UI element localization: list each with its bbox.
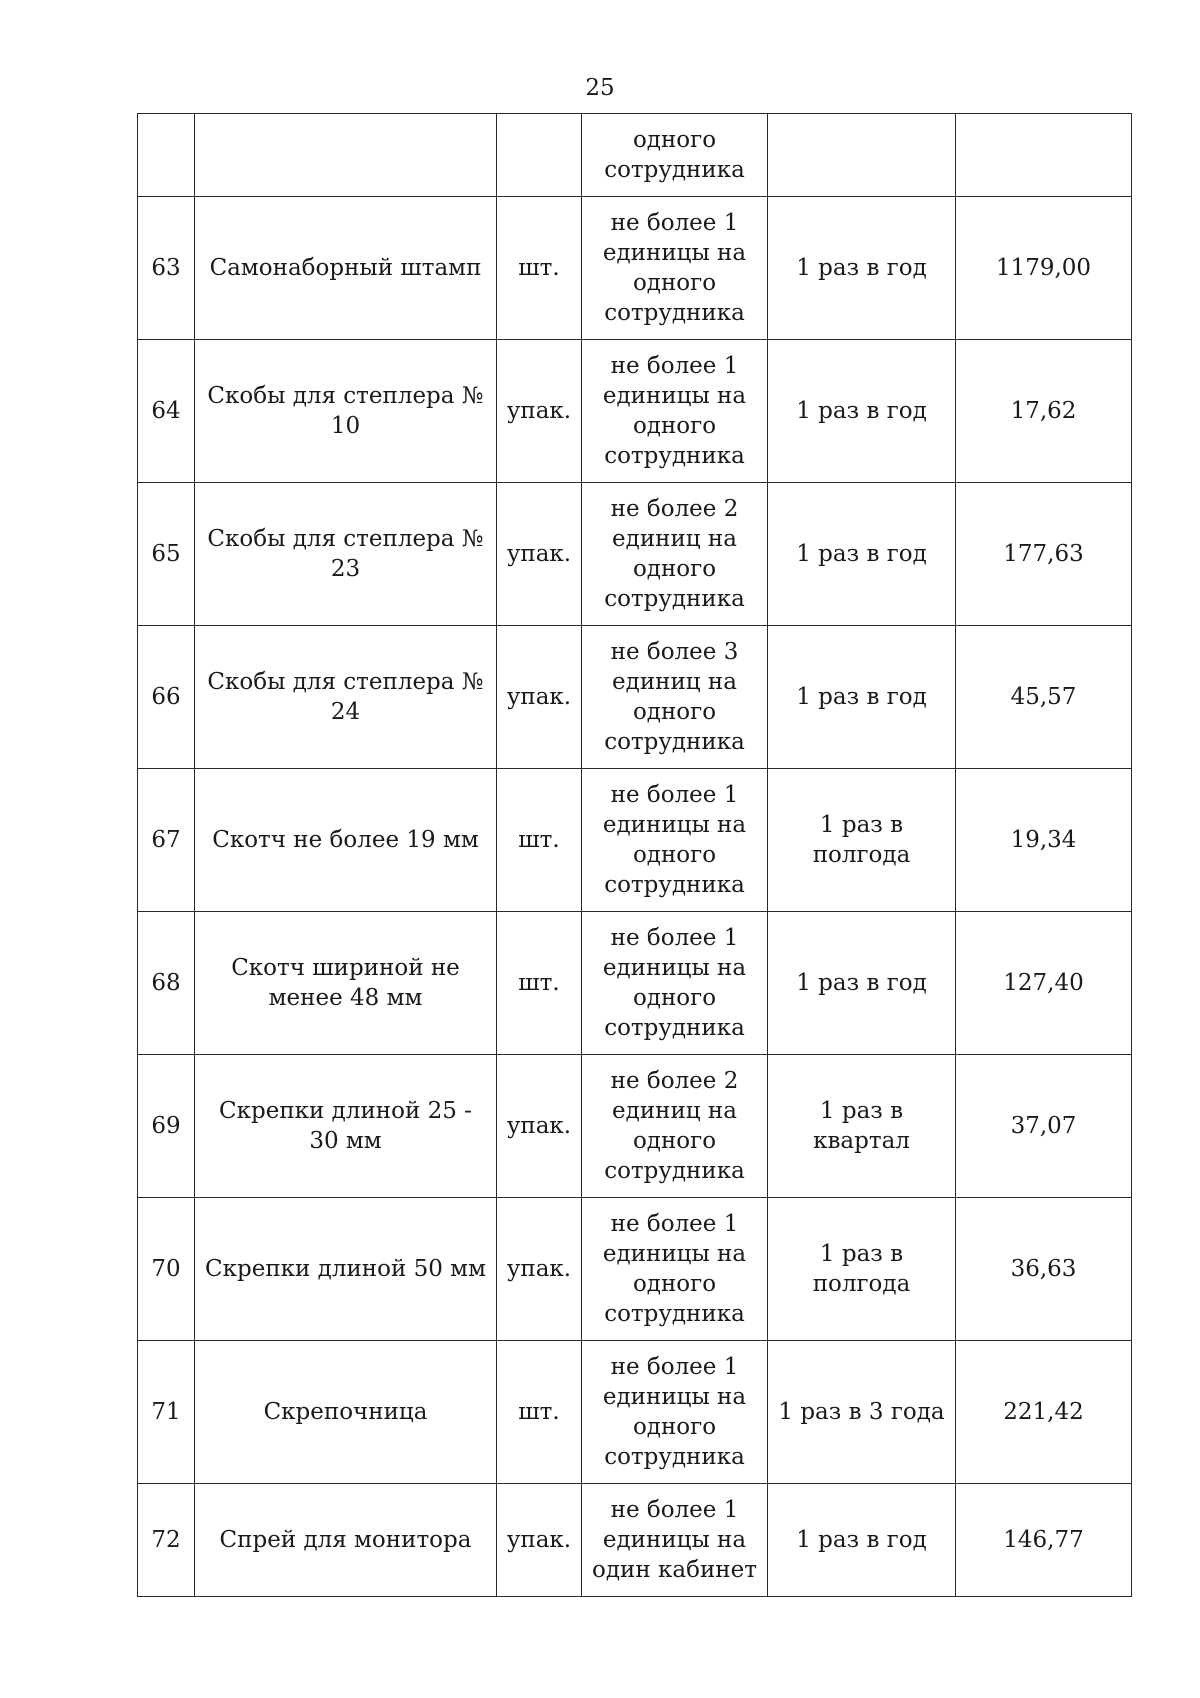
quantity-norm-line: не более 2 xyxy=(610,1068,739,1094)
quantity-norm-line: единиц на xyxy=(612,669,737,695)
item-name-cell: Самонаборный штамп xyxy=(195,197,497,340)
quantity-norm-line: одного xyxy=(632,1414,717,1440)
unit-cell: упак. xyxy=(497,340,582,483)
quantity-norm-line: не более 1 xyxy=(610,353,739,379)
row-number-cell: 70 xyxy=(138,1198,195,1341)
price-cell: 1179,00 xyxy=(956,197,1132,340)
item-name-cell: Скобы для степлера № 24 xyxy=(195,626,497,769)
table-row xyxy=(138,912,1132,1055)
item-name-cell: Скобы для степлера № 23 xyxy=(195,483,497,626)
quantity-norm-cell xyxy=(582,340,768,483)
unit-cell: упак. xyxy=(497,1055,582,1198)
unit-cell: шт. xyxy=(497,197,582,340)
quantity-norm-line: одного xyxy=(632,127,717,153)
row-number-cell: 66 xyxy=(138,626,195,769)
quantity-norm-line: единицы на xyxy=(602,1241,747,1267)
table-row xyxy=(138,626,1132,769)
quantity-norm-line: единицы на xyxy=(602,1527,747,1553)
quantity-norm-line: сотрудника xyxy=(604,586,745,612)
unit-cell: шт. xyxy=(497,912,582,1055)
row-number-cell: 71 xyxy=(138,1341,195,1484)
row-number-cell: 67 xyxy=(138,769,195,912)
quantity-norm-line: сотрудника xyxy=(604,1444,745,1470)
unit-cell: упак. xyxy=(497,483,582,626)
quantity-norm-cell xyxy=(582,1055,768,1198)
unit-cell: шт. xyxy=(497,769,582,912)
item-name-cell: Скобы для степлера № 10 xyxy=(195,340,497,483)
quantity-norm-line: единиц на xyxy=(612,1098,737,1124)
table-row xyxy=(138,1055,1132,1198)
price-cell: 37,07 xyxy=(956,1055,1132,1198)
table-row xyxy=(138,483,1132,626)
quantity-norm-line: сотрудника xyxy=(604,729,745,755)
quantity-norm-line: не более 1 xyxy=(610,1211,739,1237)
frequency-cell: 1 раз в год xyxy=(768,912,956,1055)
quantity-norm-cell xyxy=(582,483,768,626)
quantity-norm-line: единицы на xyxy=(602,812,747,838)
quantity-norm-line: не более 1 xyxy=(610,925,739,951)
frequency-cell: 1 раз в год xyxy=(768,340,956,483)
row-number-cell: 63 xyxy=(138,197,195,340)
quantity-norm-line: единицы на xyxy=(602,240,747,266)
price-cell: 45,57 xyxy=(956,626,1132,769)
row-number-cell: 68 xyxy=(138,912,195,1055)
quantity-norm-line: не более 1 xyxy=(610,210,739,236)
quantity-norm-cell xyxy=(582,912,768,1055)
frequency-cell: 1 раз в полгода xyxy=(768,769,956,912)
unit-cell: упак. xyxy=(497,626,582,769)
quantity-norm-cell xyxy=(582,1341,768,1484)
quantity-norm-line: одного xyxy=(632,1271,717,1297)
frequency-cell: 1 раз в квартал xyxy=(768,1055,956,1198)
unit-cell: упак. xyxy=(497,1484,582,1597)
frequency-cell: 1 раз в 3 года xyxy=(768,1341,956,1484)
quantity-norm-line: единицы на xyxy=(602,955,747,981)
table-row xyxy=(138,1484,1132,1597)
quantity-norm-line: не более 2 xyxy=(610,496,739,522)
price-cell: 177,63 xyxy=(956,483,1132,626)
quantity-norm-line: одного xyxy=(632,556,717,582)
frequency-cell xyxy=(768,114,956,197)
quantity-norm-line: сотрудника xyxy=(604,1015,745,1041)
quantity-norm-line: одного xyxy=(632,270,717,296)
quantity-norm-line: сотрудника xyxy=(604,1158,745,1184)
frequency-cell: 1 раз в год xyxy=(768,483,956,626)
item-name-cell: Скрепочница xyxy=(195,1341,497,1484)
frequency-cell: 1 раз в год xyxy=(768,626,956,769)
quantity-norm-line: единицы на xyxy=(602,383,747,409)
quantity-norm-line: сотрудника xyxy=(604,1301,745,1327)
quantity-norm-line: одного xyxy=(632,985,717,1011)
quantity-norm-line: одного xyxy=(632,699,717,725)
page-number: 25 xyxy=(585,75,615,101)
unit-cell xyxy=(497,114,582,197)
quantity-norm-cell xyxy=(582,1484,768,1597)
table-row xyxy=(138,197,1132,340)
table-row xyxy=(138,1198,1132,1341)
quantity-norm-line: сотрудника xyxy=(604,872,745,898)
item-name-cell: Скотч не более 19 мм xyxy=(195,769,497,912)
item-name-cell: Спрей для монитора xyxy=(195,1484,497,1597)
supplies-table xyxy=(137,113,1132,1597)
price-cell xyxy=(956,114,1132,197)
quantity-norm-line: единиц на xyxy=(612,526,737,552)
quantity-norm-line: сотрудника xyxy=(604,443,745,469)
item-name-cell: Скрепки длиной 50 мм xyxy=(195,1198,497,1341)
quantity-norm-line: сотрудника xyxy=(604,157,745,183)
table-body xyxy=(138,114,1132,1597)
quantity-norm-cell xyxy=(582,769,768,912)
table-row xyxy=(138,769,1132,912)
table-row xyxy=(138,114,1132,197)
quantity-norm-line: не более 1 xyxy=(610,1354,739,1380)
price-cell: 127,40 xyxy=(956,912,1132,1055)
price-cell: 19,34 xyxy=(956,769,1132,912)
quantity-norm-cell xyxy=(582,1198,768,1341)
quantity-norm-cell xyxy=(582,114,768,197)
frequency-cell: 1 раз в полгода xyxy=(768,1198,956,1341)
price-cell: 36,63 xyxy=(956,1198,1132,1341)
quantity-norm-cell xyxy=(582,626,768,769)
row-number-cell: 64 xyxy=(138,340,195,483)
row-number-cell xyxy=(138,114,195,197)
quantity-norm-line: один кабинет xyxy=(592,1557,757,1583)
item-name-cell: Скрепки длиной 25 - 30 мм xyxy=(195,1055,497,1198)
frequency-cell: 1 раз в год xyxy=(768,1484,956,1597)
quantity-norm-line: одного xyxy=(632,413,717,439)
unit-cell: шт. xyxy=(497,1341,582,1484)
price-cell: 221,42 xyxy=(956,1341,1132,1484)
item-name-cell xyxy=(195,114,497,197)
row-number-cell: 69 xyxy=(138,1055,195,1198)
table-row xyxy=(138,1341,1132,1484)
frequency-cell: 1 раз в год xyxy=(768,197,956,340)
quantity-norm-line: не более 1 xyxy=(610,1497,739,1523)
quantity-norm-line: не более 1 xyxy=(610,782,739,808)
quantity-norm-line: не более 3 xyxy=(610,639,739,665)
quantity-norm-line: одного xyxy=(632,842,717,868)
price-cell: 146,77 xyxy=(956,1484,1132,1597)
unit-cell: упак. xyxy=(497,1198,582,1341)
row-number-cell: 72 xyxy=(138,1484,195,1597)
price-cell: 17,62 xyxy=(956,340,1132,483)
item-name-cell: Скотч шириной не менее 48 мм xyxy=(195,912,497,1055)
table-row xyxy=(138,340,1132,483)
row-number-cell: 65 xyxy=(138,483,195,626)
quantity-norm-cell xyxy=(582,197,768,340)
quantity-norm-line: сотрудника xyxy=(604,300,745,326)
quantity-norm-line: одного xyxy=(632,1128,717,1154)
quantity-norm-line: единицы на xyxy=(602,1384,747,1410)
